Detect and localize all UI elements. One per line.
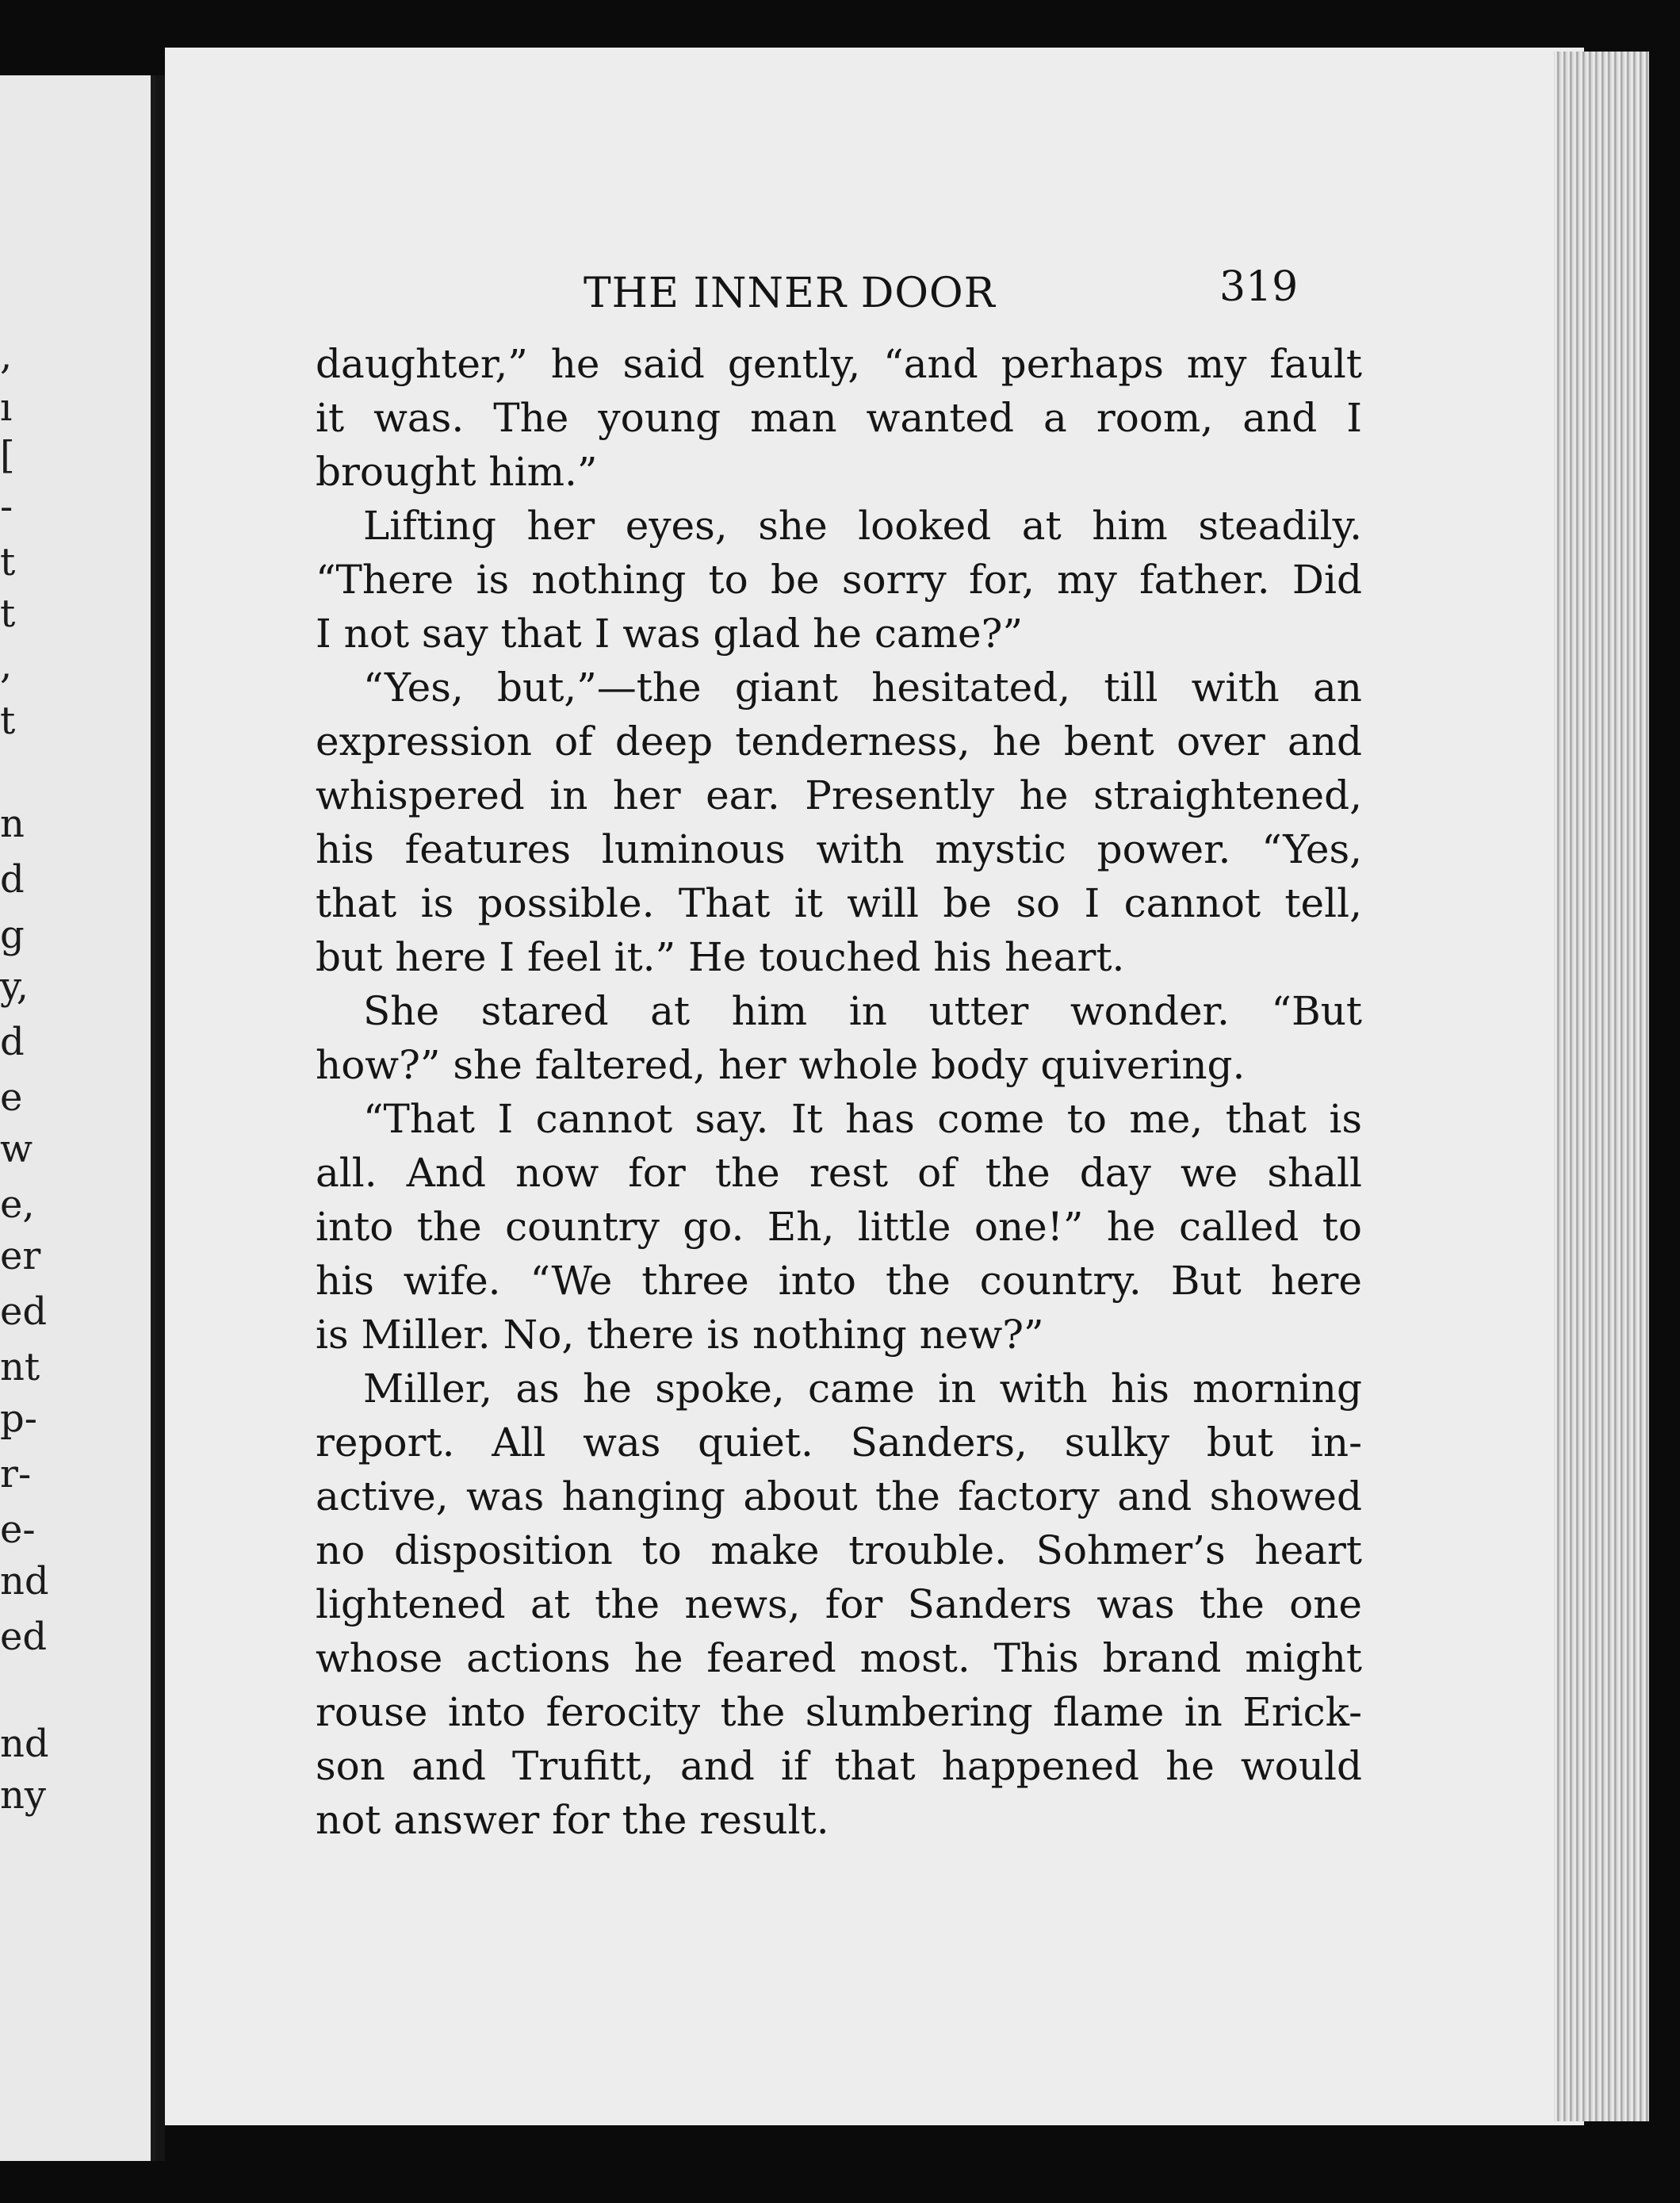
left-fragment: n	[0, 802, 25, 846]
text-line: is Miller. No, there is nothing new?”	[316, 1312, 1044, 1358]
left-fragment: ,	[0, 643, 13, 688]
text-line: rouse into ferocity the slumbering flame in Erick-	[316, 1689, 1362, 1735]
left-fragment: nd	[0, 1559, 49, 1603]
left-fragment: [	[0, 433, 15, 477]
text-line: “There is nothing to be sorry for, my father. Did	[316, 557, 1362, 603]
left-fragment: p-	[0, 1397, 37, 1441]
text-line: She stared at him in utter wonder. “But	[363, 988, 1362, 1034]
left-fragment: er	[0, 1234, 41, 1278]
right-page	[165, 48, 1584, 2125]
left-fragment: ny	[0, 1773, 47, 1818]
page-number: 319	[1219, 263, 1299, 311]
text-line: whispered in her ear. Presently he straightened,	[316, 772, 1362, 818]
left-fragment: ed	[0, 1289, 48, 1334]
left-fragment: d	[0, 857, 25, 902]
text-line: report. All was quiet. Sanders, sulky but in-	[316, 1419, 1362, 1465]
text-line: it was. The young man wanted a room, and I	[316, 395, 1362, 441]
text-line: son and Trufitt, and if that happened he would	[316, 1743, 1362, 1789]
text-line: active, was hanging about the factory and showed	[316, 1473, 1362, 1519]
left-fragment: t	[0, 592, 16, 636]
left-fragment: ,	[0, 334, 13, 378]
left-fragment: e,	[0, 1182, 35, 1227]
text-line: daughter,” he said gently, “and perhaps my fault	[316, 341, 1362, 387]
left-fragment: -	[0, 485, 13, 529]
left-fragment: r-	[0, 1452, 32, 1496]
running-head	[165, 263, 1584, 317]
text-line: Miller, as he spoke, came in with his morning	[363, 1366, 1362, 1412]
running-title: THE INNER DOOR	[584, 270, 996, 317]
text-line: Lifting her eyes, she looked at him steadily.	[363, 503, 1362, 549]
page-edge	[1554, 52, 1649, 2121]
text-line: how?” she faltered, her whole body quivering.	[316, 1042, 1246, 1088]
left-fragment: y,	[0, 964, 29, 1009]
left-fragment: nt	[0, 1345, 40, 1389]
left-fragment: g	[0, 913, 25, 957]
text-line: into the country go. Eh, little one!” he called to	[316, 1204, 1362, 1250]
left-fragment: t	[0, 699, 16, 743]
text-line: lightened at the news, for Sanders was the one	[316, 1581, 1362, 1627]
text-line: brought him.”	[316, 449, 598, 495]
text-line: “That I cannot say. It has come to me, that is	[363, 1096, 1362, 1142]
left-page	[0, 75, 155, 2161]
left-fragment: w	[0, 1127, 33, 1171]
left-fragment: t	[0, 540, 16, 584]
text-line: not answer for the result.	[316, 1797, 829, 1843]
book-gutter	[155, 75, 165, 2161]
text-line: his features luminous with mystic power. “Yes,	[316, 826, 1362, 872]
text-line: “Yes, but,”—the giant hesitated, till with an	[363, 665, 1362, 711]
left-fragment: e	[0, 1075, 23, 1120]
text-line: that is possible. That it will be so I cannot tell,	[316, 880, 1362, 926]
text-line: all. And now for the rest of the day we shall	[316, 1150, 1362, 1196]
left-fragment: e-	[0, 1508, 36, 1552]
left-fragment: nd	[0, 1722, 49, 1766]
left-fragment: ed	[0, 1615, 48, 1659]
text-line: but here I feel it.” He touched his heart.	[316, 934, 1125, 980]
left-fragment: d	[0, 1020, 25, 1064]
text-line: no disposition to make trouble. Sohmer’s heart	[316, 1527, 1362, 1573]
text-line: his wife. “We three into the country. But here	[316, 1258, 1362, 1304]
text-line: I not say that I was glad he came?”	[316, 611, 1024, 657]
text-line: expression of deep tenderness, he bent over and	[316, 718, 1362, 764]
text-line: whose actions he feared most. This brand might	[316, 1635, 1362, 1681]
left-fragment: ı	[0, 385, 13, 430]
